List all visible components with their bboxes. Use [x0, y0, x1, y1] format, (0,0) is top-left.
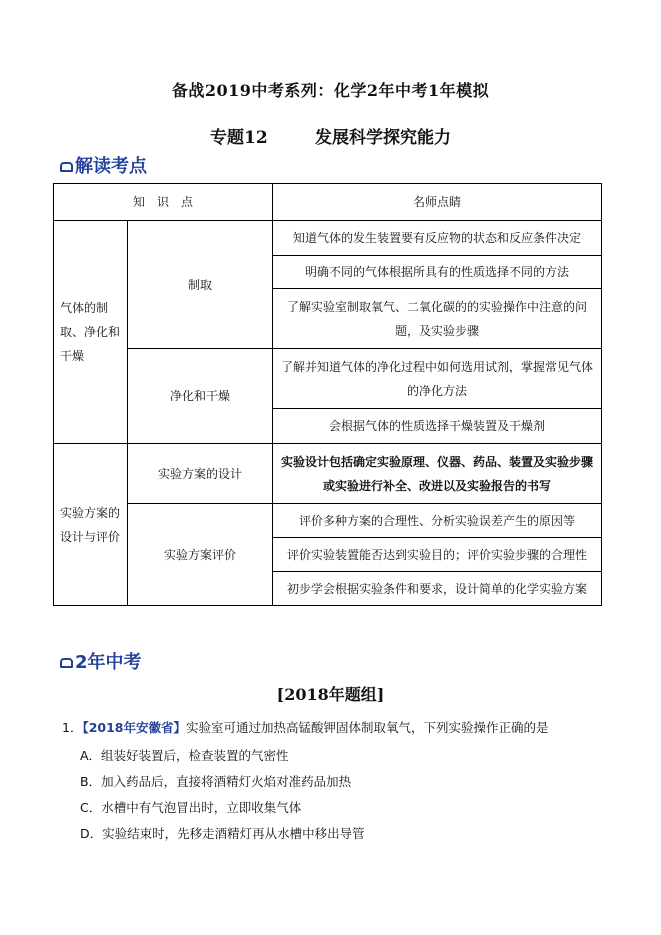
note-cell: 初步学会根据实验条件和要求，设计简单的化学实验方案	[273, 572, 602, 606]
pointing-hand-icon	[60, 160, 72, 170]
note-cell: 了解并知道气体的净化过程中如何选用试剂，掌握常见气体的净化方法	[273, 349, 602, 409]
note-cell: 评价实验装置能否达到实验目的；评价实验步骤的合理性	[273, 538, 602, 572]
table-row	[54, 349, 602, 409]
note-cell: 了解实验室制取氧气、二氧化碳的的实验操作中注意的问题，及实验步骤	[273, 289, 602, 349]
section-heading-label: 2年中考	[75, 652, 142, 673]
table-row	[54, 444, 602, 504]
subtopic-cell: 净化和干燥	[128, 349, 273, 444]
section-heading-analysis	[60, 152, 147, 178]
note-cell: 实验设计包括确定实验原理、仪器、药品、装置及实验步骤或实验进行补全、改进以及实验报告的书写	[273, 444, 602, 504]
option-c: C．水槽中有气泡冒出时，立即收集气体	[80, 800, 302, 815]
section-heading-label: 解读考点	[75, 156, 147, 177]
header-teacher-notes: 名师点睛	[273, 184, 602, 221]
note-cell: 知道气体的发生装置要有反应物的状态和反应条件决定	[273, 221, 602, 256]
note-cell: 评价多种方案的合理性、分析实验误差产生的原因等	[273, 504, 602, 538]
table-header-row	[54, 184, 602, 221]
question-stem: 实验室可通过加热高锰酸钾固体制取氧气，下列实验操作正确的是	[186, 720, 549, 735]
subtopic-cell: 制取	[128, 221, 273, 349]
category-cell: 实验方案的设计与评价	[54, 444, 128, 606]
subtopic-cell: 实验方案评价	[128, 504, 273, 606]
note-cell: 会根据气体的性质选择干燥装置及干燥剂	[273, 409, 602, 444]
category-cell: 气体的制取、净化和干燥	[54, 221, 128, 444]
option-d: D．实验结束时，先移走酒精灯再从水槽中移出导管	[80, 826, 365, 841]
table-row	[54, 504, 602, 538]
pointing-hand-icon	[60, 656, 72, 666]
note-cell: 明确不同的气体根据所具有的性质选择不同的方法	[273, 256, 602, 289]
table-row	[54, 221, 602, 256]
topic-title: 专题12 发展科学探究能力	[209, 128, 451, 148]
document-title: 备战2019中考系列：化学2年中考1年模拟	[171, 81, 490, 100]
header-knowledge-point: 知 识 点	[54, 184, 273, 221]
option-a: A．组装好装置后，检查装置的气密性	[80, 748, 289, 763]
question-source-tag: 【2018年安徽省】	[82, 720, 186, 735]
question-number: 1．	[62, 720, 83, 735]
knowledge-point-table	[53, 183, 602, 606]
section-heading-exams	[60, 648, 142, 674]
option-b: B．加入药品后，直接将酒精灯火焰对准药品加热	[80, 774, 352, 789]
question-1	[62, 718, 549, 738]
year-group-heading: [2018年题组]	[276, 685, 385, 704]
subtopic-cell: 实验方案的设计	[128, 444, 273, 504]
